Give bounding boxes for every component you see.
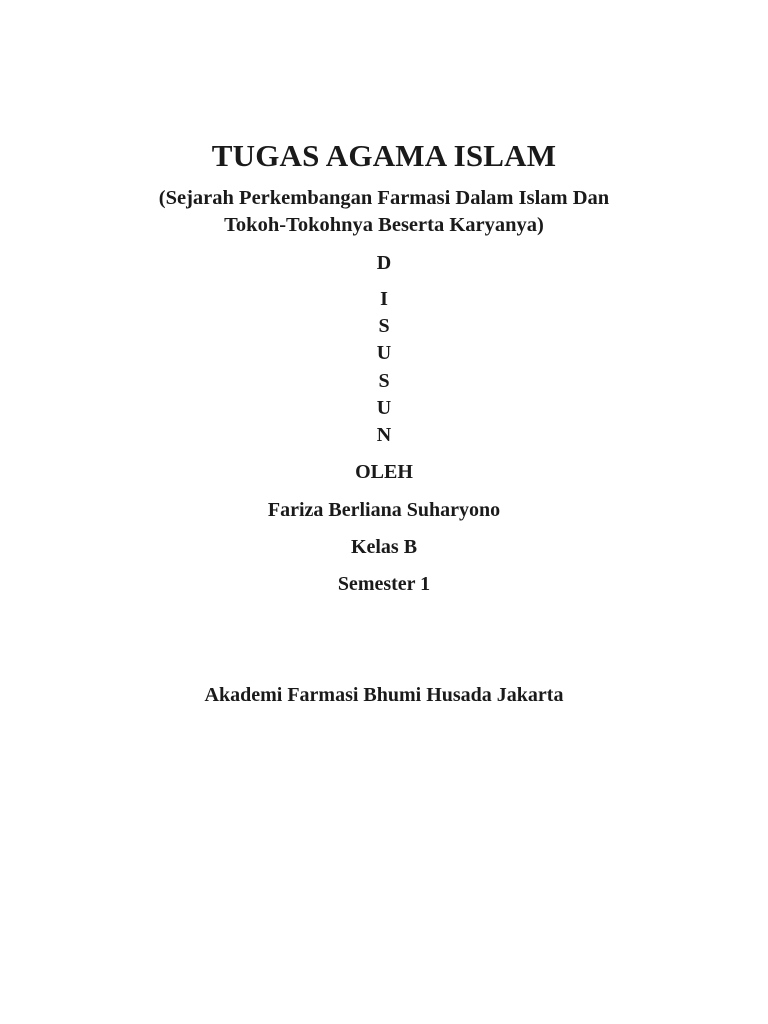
document-title: TUGAS AGAMA ISLAM [211, 138, 557, 173]
vertical-letter: D [376, 252, 392, 274]
vertical-letter: U [376, 342, 392, 364]
vertical-letter: U [376, 397, 392, 419]
subtitle-line-2: Tokoh-Tokohnya Beserta Karyanya) [224, 214, 544, 236]
subtitle-line-1: (Sejarah Perkembangan Farmasi Dalam Islam Dan [158, 187, 610, 209]
author-name: Fariza Berliana Suharyono [267, 499, 501, 521]
semester-label: Semester 1 [337, 573, 431, 595]
vertical-letter: I [380, 288, 388, 310]
institution-name: Akademi Farmasi Bhumi Husada Jakarta [204, 684, 564, 706]
class-label: Kelas B [350, 536, 418, 558]
vertical-letter: S [378, 370, 390, 392]
oleh-label: OLEH [355, 461, 413, 483]
vertical-letter: N [376, 424, 392, 446]
vertical-letter: S [378, 315, 390, 337]
